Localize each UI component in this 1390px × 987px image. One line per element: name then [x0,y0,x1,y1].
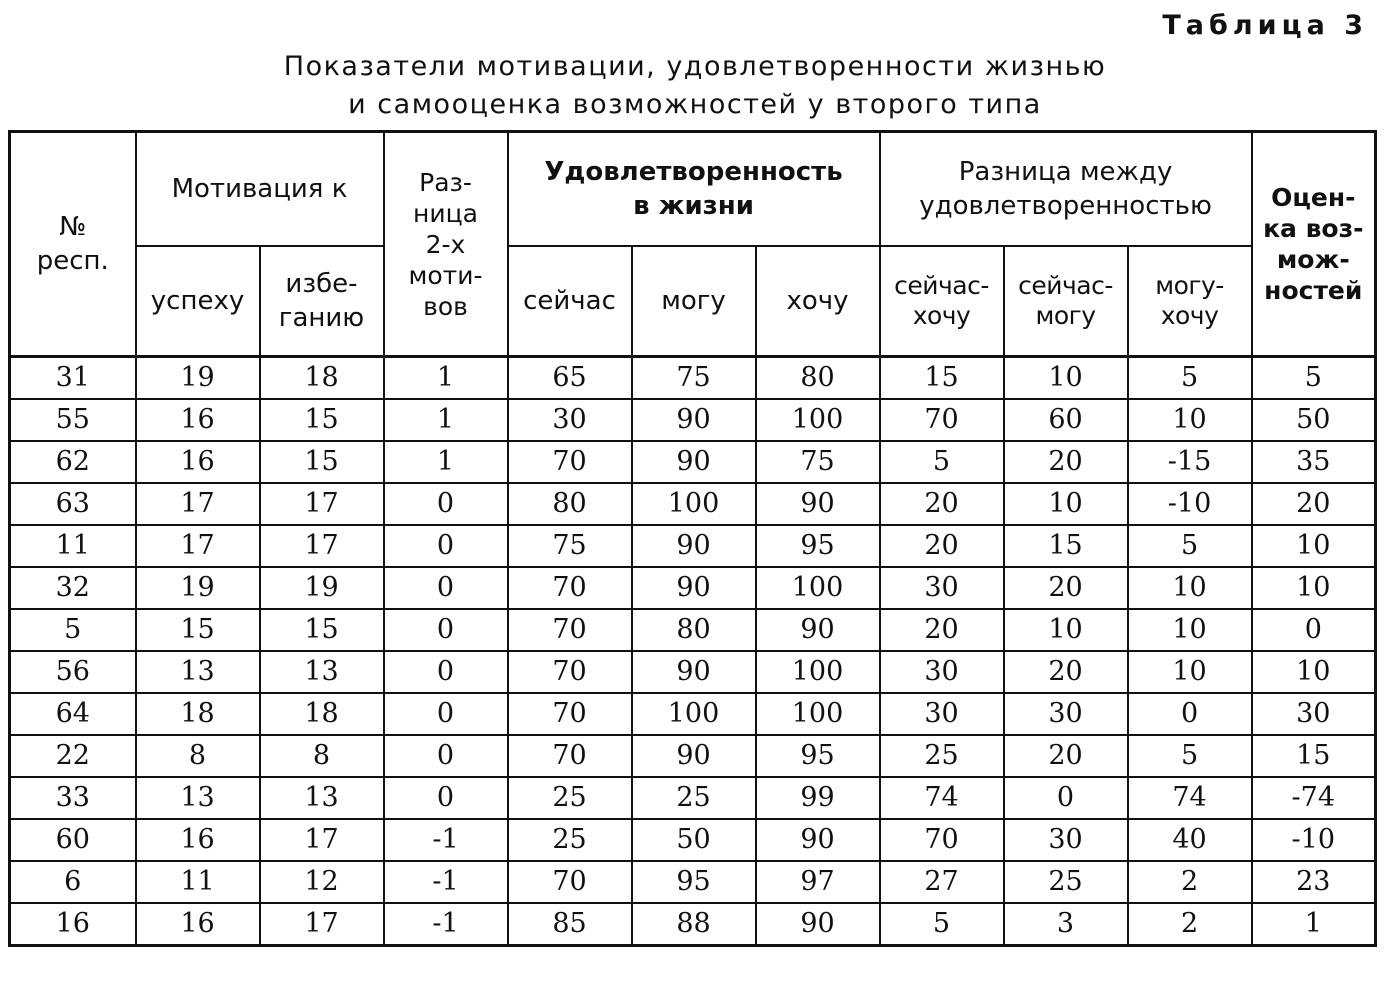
cell-sat-want: 95 [756,525,880,567]
cell-sat-now: 25 [508,777,632,819]
cell-sat-can: 90 [632,735,756,777]
cell-diff-now-want: 30 [880,693,1004,735]
cell-ability: 23 [1252,861,1376,903]
cell-ability: 20 [1252,483,1376,525]
cell-diff-motives: 0 [384,693,508,735]
data-table [8,130,1377,947]
cell-sat-want: 90 [756,609,880,651]
cell-ability: 30 [1252,693,1376,735]
cell-sat-now: 85 [508,903,632,946]
cell-diff-motives: 1 [384,357,508,400]
cell-diff-can-want: 5 [1128,357,1252,400]
cell-diff-now-can: 20 [1004,651,1128,693]
cell-sat-can: 90 [632,441,756,483]
header-diff-group [880,132,1252,247]
cell-diff-can-want: 74 [1128,777,1252,819]
cell-motivation-success: 19 [136,357,260,400]
cell-sat-want: 90 [756,819,880,861]
cell-motivation-avoid: 12 [260,861,384,903]
cell-resp: 6 [10,861,136,903]
cell-motivation-avoid: 15 [260,609,384,651]
table-row [10,483,1376,525]
cell-motivation-success: 16 [136,903,260,946]
cell-motivation-success: 15 [136,609,260,651]
cell-diff-can-want: 10 [1128,609,1252,651]
cell-sat-can: 100 [632,483,756,525]
cell-sat-now: 75 [508,525,632,567]
cell-sat-now: 70 [508,567,632,609]
header-diff-now-can-line: сейчас- [1018,271,1113,300]
cell-motivation-success: 16 [136,441,260,483]
cell-resp: 64 [10,693,136,735]
cell-resp: 55 [10,399,136,441]
cell-motivation-avoid: 13 [260,651,384,693]
cell-motivation-avoid: 17 [260,525,384,567]
cell-resp: 60 [10,819,136,861]
table-row [10,567,1376,609]
cell-sat-want: 90 [756,903,880,946]
cell-sat-now: 70 [508,861,632,903]
cell-diff-now-can: 3 [1004,903,1128,946]
cell-diff-now-can: 20 [1004,441,1128,483]
header-motivation-group: Мотивация к [136,132,384,247]
cell-diff-now-can: 30 [1004,693,1128,735]
cell-motivation-success: 11 [136,861,260,903]
header-diff-motives-line: Раз- [419,167,472,197]
cell-diff-now-want: 30 [880,567,1004,609]
cell-diff-now-want: 15 [880,357,1004,400]
cell-diff-can-want: 40 [1128,819,1252,861]
cell-motivation-avoid: 17 [260,903,384,946]
table-row [10,399,1376,441]
header-diff-motives-line: вов [423,291,468,321]
cell-sat-now: 80 [508,483,632,525]
header-diff-now-can-line: могу [1035,301,1096,330]
cell-sat-want: 75 [756,441,880,483]
cell-diff-motives: -1 [384,861,508,903]
cell-motivation-avoid: 15 [260,441,384,483]
header-diff-group-line: Разница между [958,157,1173,187]
header-diff-can-want [1128,246,1252,357]
cell-motivation-success: 16 [136,399,260,441]
header-satisfaction-line: Удовлетворенность [544,157,843,187]
table-row [10,609,1376,651]
table-row [10,735,1376,777]
cell-resp: 31 [10,357,136,400]
cell-motivation-success: 17 [136,525,260,567]
cell-sat-now: 30 [508,399,632,441]
cell-diff-now-want: 70 [880,819,1004,861]
cell-diff-motives: 0 [384,483,508,525]
cell-diff-now-want: 20 [880,483,1004,525]
cell-sat-want: 99 [756,777,880,819]
cell-sat-can: 100 [632,693,756,735]
cell-resp: 32 [10,567,136,609]
cell-sat-want: 100 [756,651,880,693]
header-satisfaction-group [508,132,880,247]
header-resp-line: № [59,212,87,242]
header-satisfaction-line: в жизни [633,191,754,221]
cell-ability: 0 [1252,609,1376,651]
cell-resp: 33 [10,777,136,819]
cell-diff-motives: -1 [384,903,508,946]
cell-motivation-success: 19 [136,567,260,609]
cell-sat-now: 70 [508,441,632,483]
cell-ability: -10 [1252,819,1376,861]
table-row [10,819,1376,861]
cell-diff-now-can: 20 [1004,567,1128,609]
cell-ability: 15 [1252,735,1376,777]
header-ability-line: ностей [1264,276,1363,305]
cell-diff-now-can: 25 [1004,861,1128,903]
table-row [10,357,1376,400]
cell-resp: 16 [10,903,136,946]
cell-sat-now: 70 [508,609,632,651]
cell-sat-now: 65 [508,357,632,400]
cell-sat-want: 80 [756,357,880,400]
cell-diff-now-can: 60 [1004,399,1128,441]
cell-resp: 22 [10,735,136,777]
cell-sat-can: 95 [632,861,756,903]
header-diff-can-want-line: могу- [1155,271,1224,300]
cell-diff-now-want: 20 [880,609,1004,651]
cell-ability: 5 [1252,357,1376,400]
cell-ability: -74 [1252,777,1376,819]
cell-diff-can-want: 10 [1128,651,1252,693]
header-diff-motives-line: ница [413,198,478,228]
cell-motivation-avoid: 17 [260,819,384,861]
cell-diff-now-want: 20 [880,525,1004,567]
cell-motivation-avoid: 19 [260,567,384,609]
cell-sat-can: 90 [632,399,756,441]
header-diff-now-can [1004,246,1128,357]
cell-diff-can-want: 5 [1128,735,1252,777]
header-sat-want: хочу [756,246,880,357]
cell-sat-want: 95 [756,735,880,777]
cell-diff-motives: 1 [384,441,508,483]
cell-sat-can: 90 [632,567,756,609]
cell-sat-can: 90 [632,651,756,693]
header-motivation-avoid [260,246,384,357]
cell-diff-can-want: -10 [1128,483,1252,525]
cell-diff-motives: 0 [384,651,508,693]
header-ability-line: мож- [1276,245,1350,274]
cell-diff-motives: 1 [384,399,508,441]
cell-sat-can: 80 [632,609,756,651]
cell-motivation-avoid: 13 [260,777,384,819]
caption-line-2: и самооценка возможностей у второго типа [348,89,1042,120]
header-ability-line: Оцен- [1271,183,1356,212]
cell-diff-motives: 0 [384,525,508,567]
header-diff-now-want-line: сейчас- [894,271,989,300]
cell-diff-now-want: 25 [880,735,1004,777]
table-caption [0,48,1390,124]
cell-diff-now-can: 10 [1004,483,1128,525]
cell-diff-motives: 0 [384,735,508,777]
header-diff-can-want-line: хочу [1160,301,1219,330]
table-row [10,861,1376,903]
cell-diff-can-want: 2 [1128,861,1252,903]
cell-sat-now: 70 [508,693,632,735]
header-ability-line: ка воз- [1263,214,1364,243]
header-ability [1252,132,1376,357]
cell-diff-can-want: 10 [1128,399,1252,441]
cell-sat-can: 88 [632,903,756,946]
cell-sat-now: 25 [508,819,632,861]
header-sat-now: сейчас [508,246,632,357]
cell-sat-want: 97 [756,861,880,903]
cell-diff-now-can: 30 [1004,819,1128,861]
cell-motivation-success: 17 [136,483,260,525]
cell-sat-can: 25 [632,777,756,819]
cell-diff-now-can: 10 [1004,609,1128,651]
cell-resp: 63 [10,483,136,525]
cell-diff-now-can: 20 [1004,735,1128,777]
cell-resp: 56 [10,651,136,693]
table-header [10,132,1376,357]
header-sat-can: могу [632,246,756,357]
cell-diff-motives: -1 [384,819,508,861]
cell-ability: 10 [1252,567,1376,609]
header-resp-line: респ. [36,246,109,276]
table-number: Таблица 3 [1162,10,1368,41]
cell-motivation-success: 13 [136,651,260,693]
cell-diff-motives: 0 [384,567,508,609]
table-row [10,525,1376,567]
table-row [10,441,1376,483]
header-diff-now-want [880,246,1004,357]
cell-diff-now-want: 70 [880,399,1004,441]
cell-motivation-avoid: 8 [260,735,384,777]
cell-diff-now-want: 74 [880,777,1004,819]
cell-motivation-avoid: 15 [260,399,384,441]
cell-diff-now-can: 15 [1004,525,1128,567]
cell-sat-want: 100 [756,399,880,441]
cell-resp: 62 [10,441,136,483]
table-body [10,357,1376,946]
caption-line-1: Показатели мотивации, удовлетворенности жизнью [283,51,1107,82]
table-row [10,693,1376,735]
header-diff-motives [384,132,508,357]
cell-diff-can-want: 0 [1128,693,1252,735]
table-row [10,903,1376,946]
cell-diff-can-want: -15 [1128,441,1252,483]
cell-motivation-avoid: 18 [260,693,384,735]
cell-motivation-avoid: 18 [260,357,384,400]
cell-diff-now-want: 27 [880,861,1004,903]
cell-sat-want: 90 [756,483,880,525]
cell-ability: 1 [1252,903,1376,946]
cell-motivation-success: 8 [136,735,260,777]
header-motivation-avoid-line: ганию [278,303,365,333]
cell-sat-can: 50 [632,819,756,861]
cell-diff-now-want: 30 [880,651,1004,693]
cell-sat-want: 100 [756,693,880,735]
cell-motivation-success: 13 [136,777,260,819]
header-diff-motives-line: 2-х [425,229,466,259]
cell-motivation-success: 18 [136,693,260,735]
header-diff-motives-line: моти- [408,260,483,290]
cell-diff-now-can: 0 [1004,777,1128,819]
header-motivation-avoid-line: избе- [285,269,358,299]
cell-sat-can: 90 [632,525,756,567]
cell-diff-now-want: 5 [880,441,1004,483]
cell-diff-now-can: 10 [1004,357,1128,400]
cell-sat-want: 100 [756,567,880,609]
cell-diff-motives: 0 [384,777,508,819]
table-row [10,777,1376,819]
cell-sat-now: 70 [508,651,632,693]
header-diff-group-line: удовлетворенностью [919,191,1212,221]
cell-ability: 35 [1252,441,1376,483]
cell-motivation-avoid: 17 [260,483,384,525]
cell-diff-can-want: 10 [1128,567,1252,609]
cell-sat-now: 70 [508,735,632,777]
cell-diff-motives: 0 [384,609,508,651]
cell-resp: 5 [10,609,136,651]
cell-ability: 10 [1252,651,1376,693]
header-motivation-success: успеху [136,246,260,357]
cell-ability: 10 [1252,525,1376,567]
header-resp [10,132,136,357]
cell-sat-can: 75 [632,357,756,400]
cell-motivation-success: 16 [136,819,260,861]
cell-resp: 11 [10,525,136,567]
header-diff-now-want-line: хочу [912,301,971,330]
cell-diff-now-want: 5 [880,903,1004,946]
cell-ability: 50 [1252,399,1376,441]
cell-diff-can-want: 2 [1128,903,1252,946]
cell-diff-can-want: 5 [1128,525,1252,567]
table-row [10,651,1376,693]
